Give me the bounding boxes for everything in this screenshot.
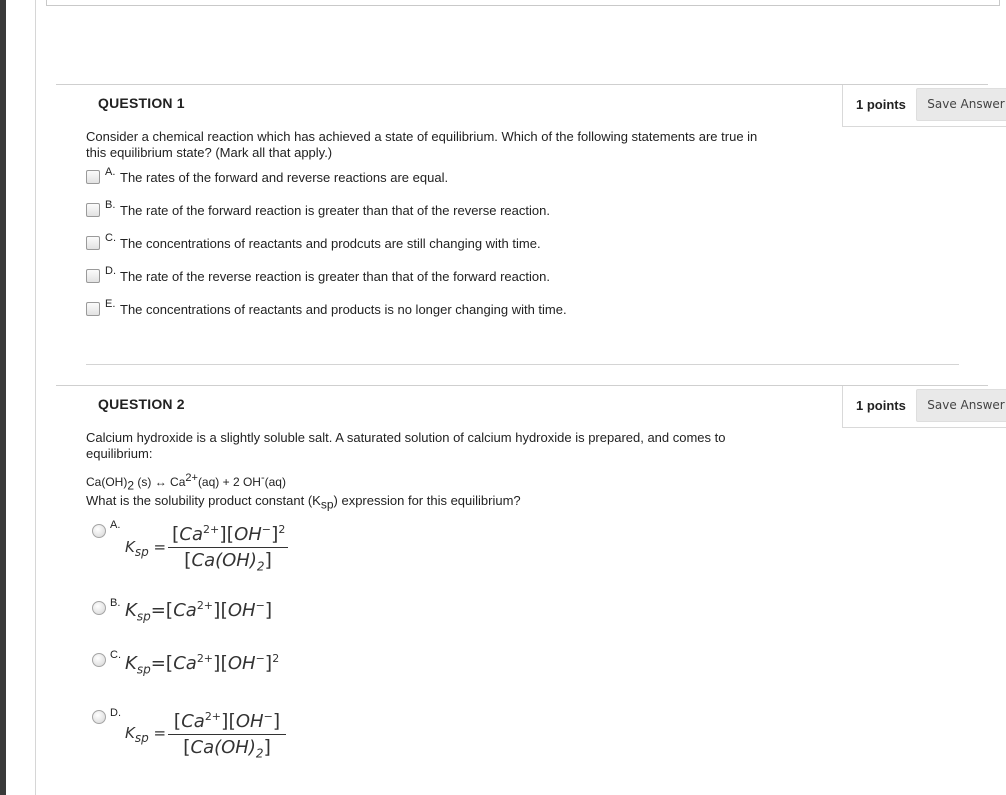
question-2-header bbox=[56, 385, 1005, 424]
question-1-points-panel bbox=[842, 85, 1006, 127]
question-2-title: QUESTION 2 bbox=[98, 396, 185, 412]
question-2-save-button[interactable]: Save Answer bbox=[916, 389, 1006, 422]
option-c-letter: C. bbox=[110, 649, 121, 661]
eq-arrow: ↔ bbox=[154, 475, 167, 489]
option-b-letter: B. bbox=[110, 597, 121, 609]
option-text: The rate of the reverse reaction is greater than that of the forward reaction. bbox=[120, 269, 550, 284]
option-text: The rates of the forward and reverse reactions are equal. bbox=[120, 170, 449, 185]
equilibrium-equation bbox=[86, 470, 776, 493]
subprompt-after: ) expression for this equilibrium? bbox=[333, 493, 521, 508]
subprompt-before: What is the solubility product constant (K bbox=[86, 493, 321, 508]
subprompt-sub: sp bbox=[320, 497, 334, 512]
left-edge-strip bbox=[0, 0, 6, 795]
eq-cation-charge: 2+ bbox=[185, 472, 198, 484]
option-letter: C. bbox=[105, 232, 116, 244]
question-2-points-panel bbox=[842, 386, 1006, 428]
radio-option-d[interactable] bbox=[92, 710, 106, 724]
radio-option-a[interactable] bbox=[92, 524, 106, 538]
option-letter: D. bbox=[105, 265, 116, 277]
option-d-ksp: $K_{sp}$ = bbox=[125, 724, 167, 745]
checkbox[interactable] bbox=[86, 170, 100, 184]
radio-option-c[interactable] bbox=[92, 653, 106, 667]
question-divider bbox=[86, 364, 959, 365]
eq-anion-charge: - bbox=[260, 472, 265, 484]
eq-lhs-tail: (s) bbox=[134, 475, 155, 489]
question-2-subprompt bbox=[86, 493, 776, 513]
question-1-header bbox=[56, 84, 1005, 123]
option-a-letter: A. bbox=[110, 519, 121, 531]
question-1-save-button[interactable]: Save Answer bbox=[916, 88, 1006, 121]
question-2-points: 1 points bbox=[856, 398, 906, 413]
option-text: The concentrations of reactants and products is no longer changing with time. bbox=[120, 302, 567, 317]
eq-lhs-sub: 2 bbox=[127, 478, 135, 493]
question-1-prompt: Consider a chemical reaction which has achieved a state of equilibrium. Which of the following statements are true in this equilibrium state? (Mark all that apply.) bbox=[86, 129, 758, 160]
question-1-title: QUESTION 1 bbox=[98, 95, 185, 111]
option-d-fraction: $[Ca^{2+}][OH^-]$ $[Ca(OH)_2]$ bbox=[168, 706, 286, 765]
eq-cation-tail: (aq) + 2 OH bbox=[197, 475, 261, 489]
checkbox[interactable] bbox=[86, 236, 100, 250]
option-c-expression: $K_{sp}=[Ca^{2+}][OH^-]^2$ bbox=[125, 652, 280, 677]
option-text: The rate of the forward reaction is greater than that of the reverse reaction. bbox=[120, 203, 550, 218]
eq-anion-tail: (aq) bbox=[264, 475, 286, 489]
option-b-expression: $K_{sp}=[Ca^{2+}][OH^-]$ bbox=[125, 599, 273, 624]
checkbox[interactable] bbox=[86, 269, 100, 283]
left-rule bbox=[35, 0, 36, 795]
checkbox[interactable] bbox=[86, 203, 100, 217]
eq-lhs: Ca(OH) bbox=[86, 475, 128, 489]
option-d-letter: D. bbox=[110, 707, 121, 719]
option-letter: A. bbox=[105, 166, 116, 178]
previous-content-box bbox=[46, 0, 1000, 6]
question-1-points: 1 points bbox=[856, 97, 906, 112]
option-a-fraction: $[Ca^{2+}][OH^-]^2$ $[Ca(OH)_2]$ bbox=[168, 519, 288, 578]
checkbox[interactable] bbox=[86, 302, 100, 316]
radio-option-b[interactable] bbox=[92, 601, 106, 615]
option-a-ksp: $K_{sp}$ = bbox=[125, 538, 167, 559]
option-text: The concentrations of reactants and prodcuts are still changing with time. bbox=[120, 236, 541, 251]
option-letter: B. bbox=[105, 199, 116, 211]
question-2-prompt: Calcium hydroxide is a slightly soluble salt. A saturated solution of calcium hydroxide is prepared, and comes to equilibrium: bbox=[86, 430, 726, 461]
option-letter: E. bbox=[105, 298, 116, 310]
eq-cation: Ca bbox=[166, 475, 186, 489]
